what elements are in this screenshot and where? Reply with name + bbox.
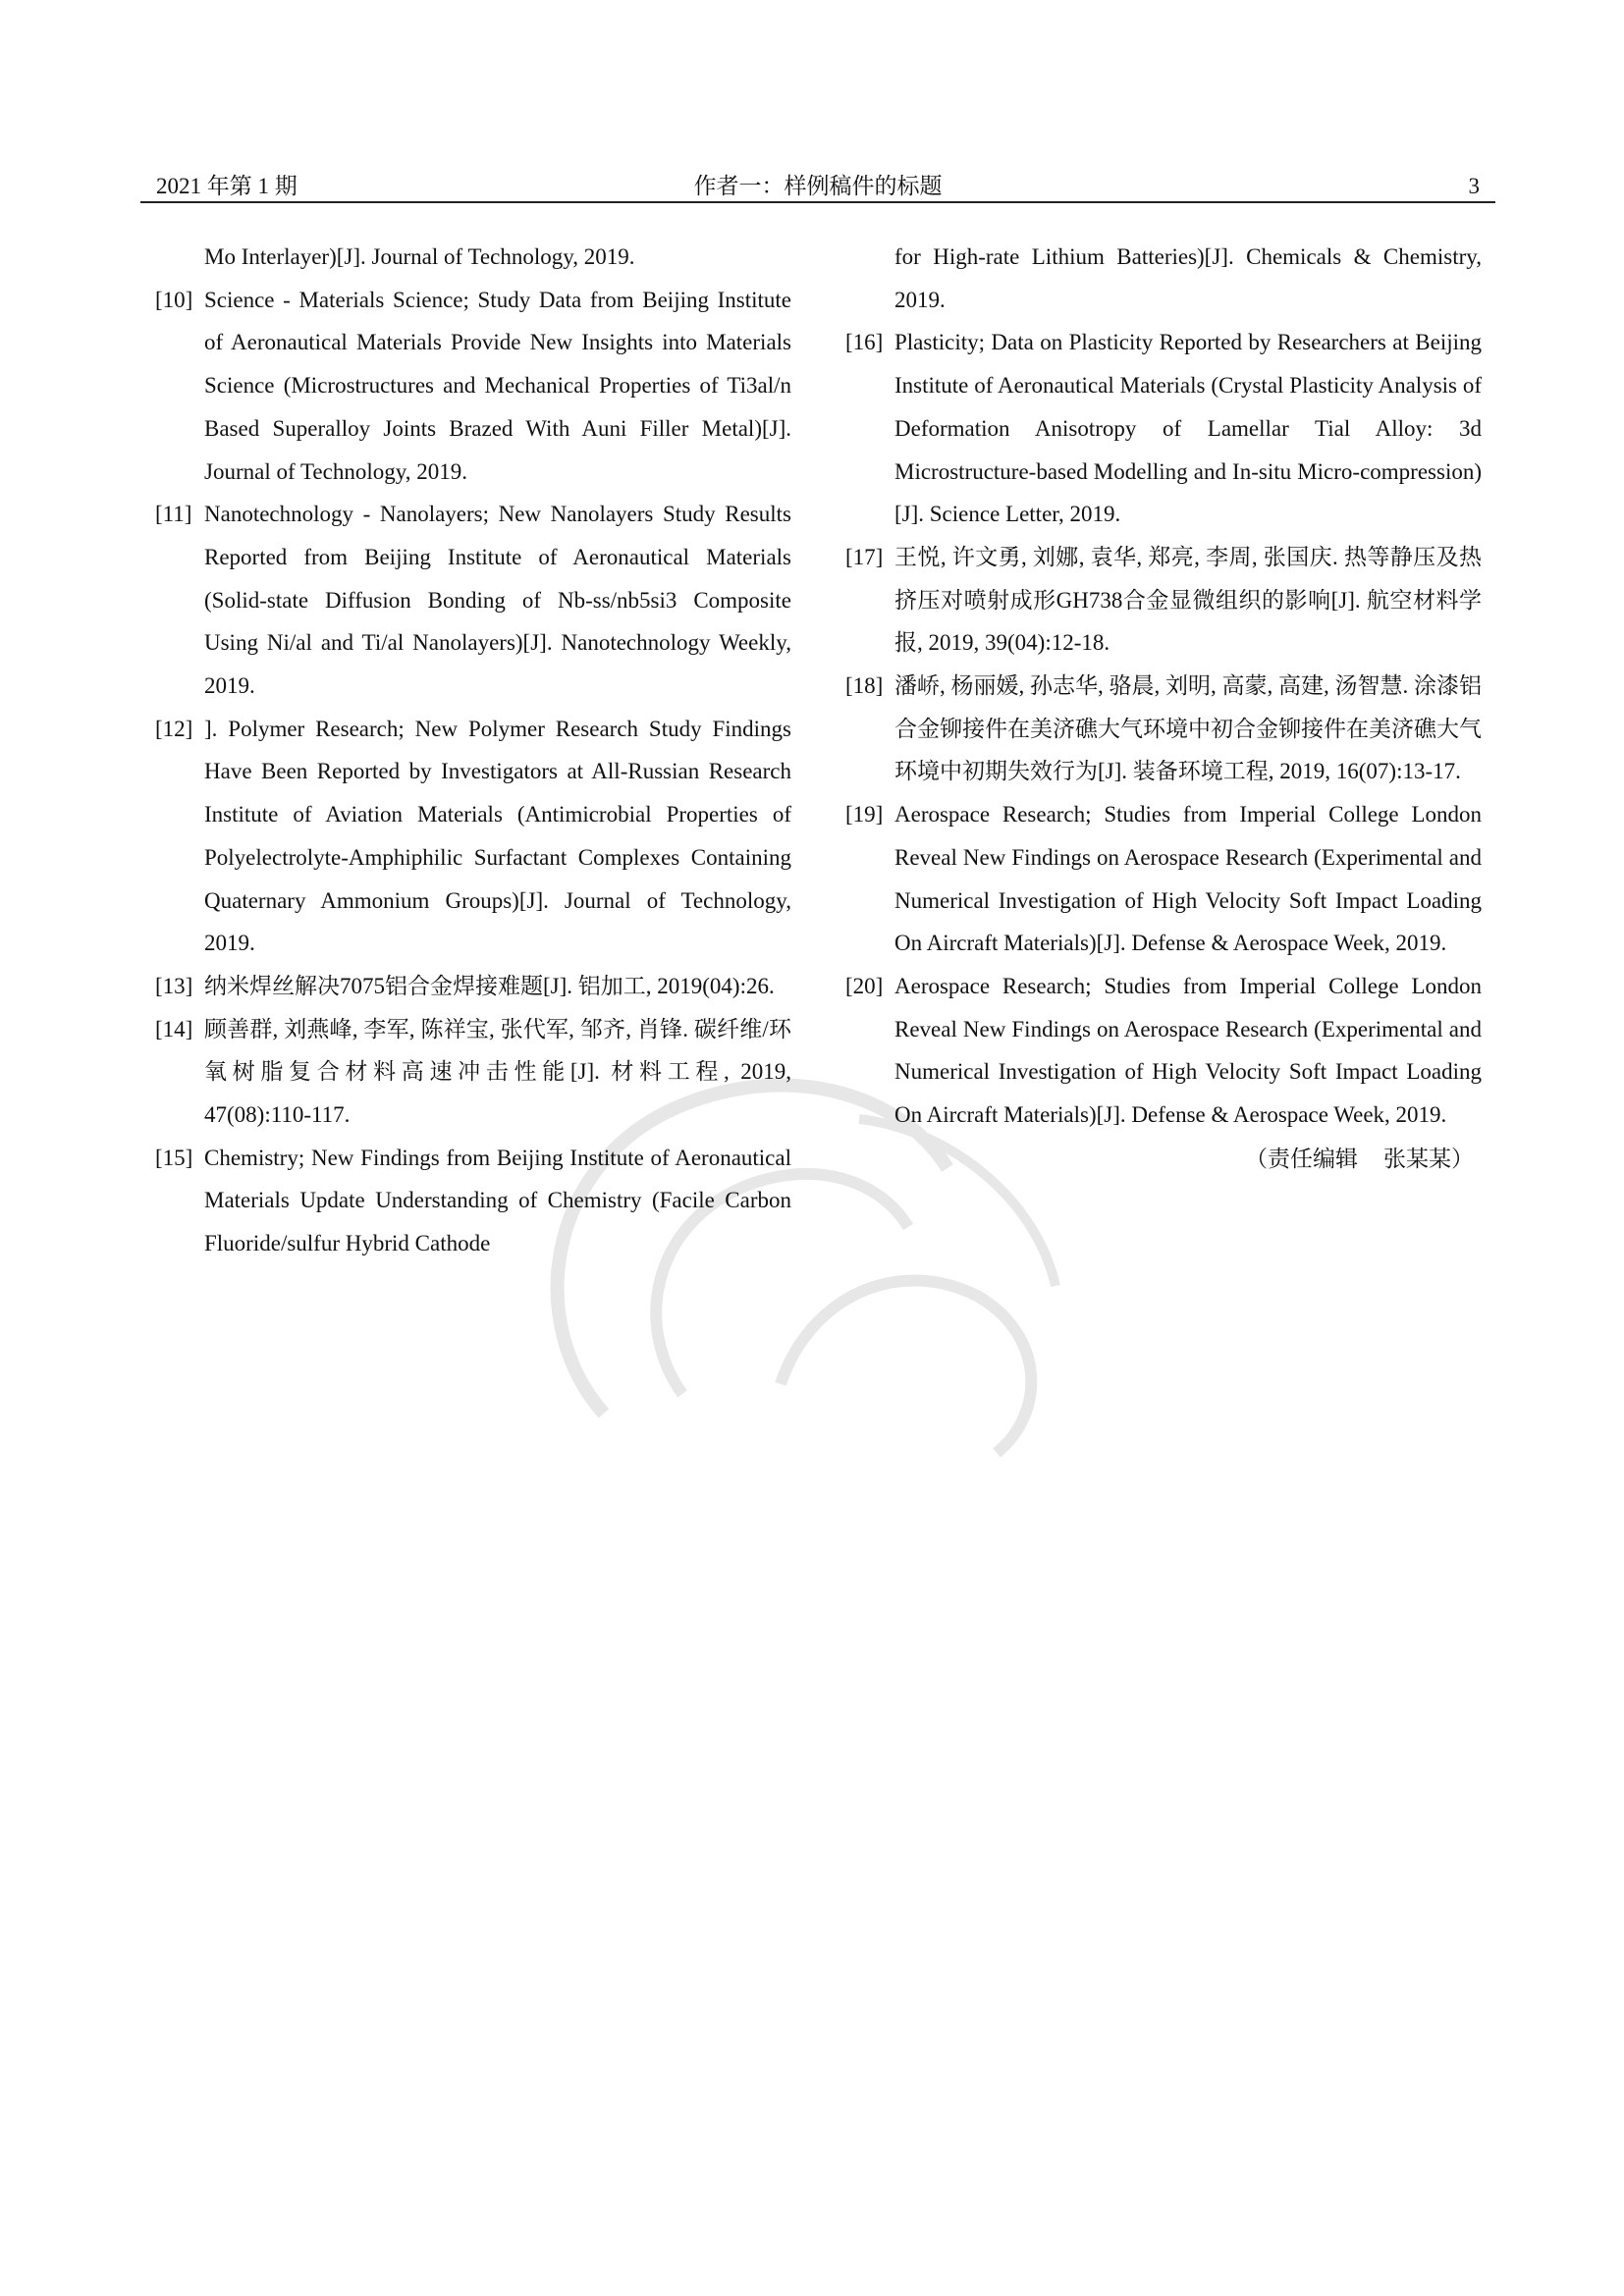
reference-text: 王悦, 许文勇, 刘娜, 袁华, 郑亮, 李周, 张国庆. 热等静压及热挤压对喷射成形GH738合金显微组织的影响[J]. 航空材料学报, 2019, 39(04):12-18.: [894, 544, 1482, 656]
editor-open-paren: （: [1245, 1146, 1268, 1172]
reference-continuation: [845, 236, 1482, 321]
running-title: 作者一：样例稿件的标题: [693, 174, 943, 198]
reference-number: [12]: [155, 716, 193, 741]
reference-item: [845, 665, 1482, 793]
editor-label: 责任编辑: [1268, 1146, 1358, 1172]
reference-text: Nanotechnology - Nanolayers; New Nanolayers Study Results Reported from Beijing Institute of Aeronautical Materials (Solid-state Diffusion Bonding of Nb-ss/nb5si3 Composite Using Ni/al and Ti/al Nanolayers)[J]. Nanotechnology Weekly, 2019.: [204, 502, 791, 699]
reference-item: [155, 965, 791, 1008]
running-header: [140, 169, 1495, 204]
reference-text: 顾善群, 刘燕峰, 李军, 陈祥宝, 张代军, 邹齐, 肖锋. 碳纤维/环氧树脂复合材料高速冲击性能[J]. 材料工程, 2019, 47(08):110-117.: [204, 1016, 791, 1128]
left-column: [155, 236, 791, 1265]
reference-list: [845, 236, 1482, 1137]
reference-number: [13]: [155, 973, 193, 998]
reference-text: 潘峤, 杨丽媛, 孙志华, 骆晨, 刘明, 高蒙, 高建, 汤智慧. 涂漆铝合金铆接件在美济礁大气环境中初合金铆接件在美济礁大气环境中初期失效行为[J]. 装备环境工程, 2019, 16(07):13-17.: [894, 673, 1482, 784]
reference-text: Aerospace Research; Studies from Imperial College London Reveal New Findings on Aerospace Research (Experimental and Numerical Investigation of High Velocity Soft Impact Loading On Aircraft Materials)[J]. Defense & Aerospace Week, 2019.: [894, 973, 1482, 1128]
reference-number: [18]: [845, 673, 884, 699]
reference-number: [11]: [155, 502, 192, 527]
reference-item: [155, 279, 791, 494]
responsible-editor: [845, 1139, 1482, 1182]
reference-number: [17]: [845, 544, 884, 569]
reference-text: Science - Materials Science; Study Data from Beijing Institute of Aeronautical Materials Provide New Insights into Materials Science (Microstructures and Mechanical Properties of Ti3al/n Based Superalloy Joints Brazed With Auni Filler Metal)[J]. Journal of Technology, 2019.: [204, 287, 791, 484]
editor-close-paren: ）: [1451, 1146, 1474, 1172]
reference-number: [15]: [155, 1145, 193, 1170]
reference-number: [10]: [155, 287, 193, 312]
reference-number: [19]: [845, 802, 884, 828]
reference-number: [16]: [845, 330, 884, 355]
reference-item: [845, 536, 1482, 665]
header-rule: [140, 201, 1495, 203]
page-number: 3: [1468, 174, 1480, 198]
reference-text: for High-rate Lithium Batteries)[J]. Chemicals & Chemistry, 2019.: [894, 244, 1482, 312]
reference-text: Aerospace Research; Studies from Imperial College London Reveal New Findings on Aerospace Research (Experimental and Numerical Investigation of High Velocity Soft Impact Loading On Aircraft Materials)[J]. Defense & Aerospace Week, 2019.: [894, 802, 1482, 956]
reference-item: [845, 965, 1482, 1137]
reference-item: [155, 708, 791, 965]
reference-item: [155, 1137, 791, 1265]
reference-number: [14]: [155, 1016, 193, 1041]
reference-text: 纳米焊丝解决7075铝合金焊接难题[J]. 铝加工, 2019(04):26.: [204, 973, 775, 998]
reference-item: [845, 321, 1482, 536]
reference-text: Mo Interlayer)[J]. Journal of Technology, 2019.: [204, 244, 635, 269]
editor-name: 张某某: [1383, 1146, 1451, 1172]
reference-number: [20]: [845, 973, 884, 998]
reference-text: ]. Polymer Research; New Polymer Research Study Findings Have Been Reported by Investigators at All-Russian Research Institute of Aviation Materials (Antimicrobial Properties of Polyelectrolyte-Amphiphilic Surfactant Complexes Containing Quaternary Ammonium Groups)[J]. Journal of Technology, 2019.: [204, 716, 791, 956]
reference-item: [155, 493, 791, 708]
reference-list: [155, 236, 791, 1265]
reference-item: [155, 1008, 791, 1137]
reference-text: Plasticity; Data on Plasticity Reported by Researchers at Beijing Institute of Aeronautical Materials (Crystal Plasticity Analysis of Deformation Anisotropy of Lamellar Tial Alloy: 3d Microstructure-based Modelling and In-situ Micro-compression)[J]. Science Letter, 2019.: [894, 330, 1482, 527]
issue-label: 2021 年第 1 期: [156, 174, 298, 198]
right-column: [845, 236, 1482, 1181]
reference-continuation: [155, 236, 791, 279]
reference-text: Chemistry; New Findings from Beijing Institute of Aeronautical Materials Update Understanding of Chemistry (Facile Carbon Fluoride/sulfur Hybrid Cathode: [204, 1145, 791, 1256]
reference-item: [845, 793, 1482, 965]
